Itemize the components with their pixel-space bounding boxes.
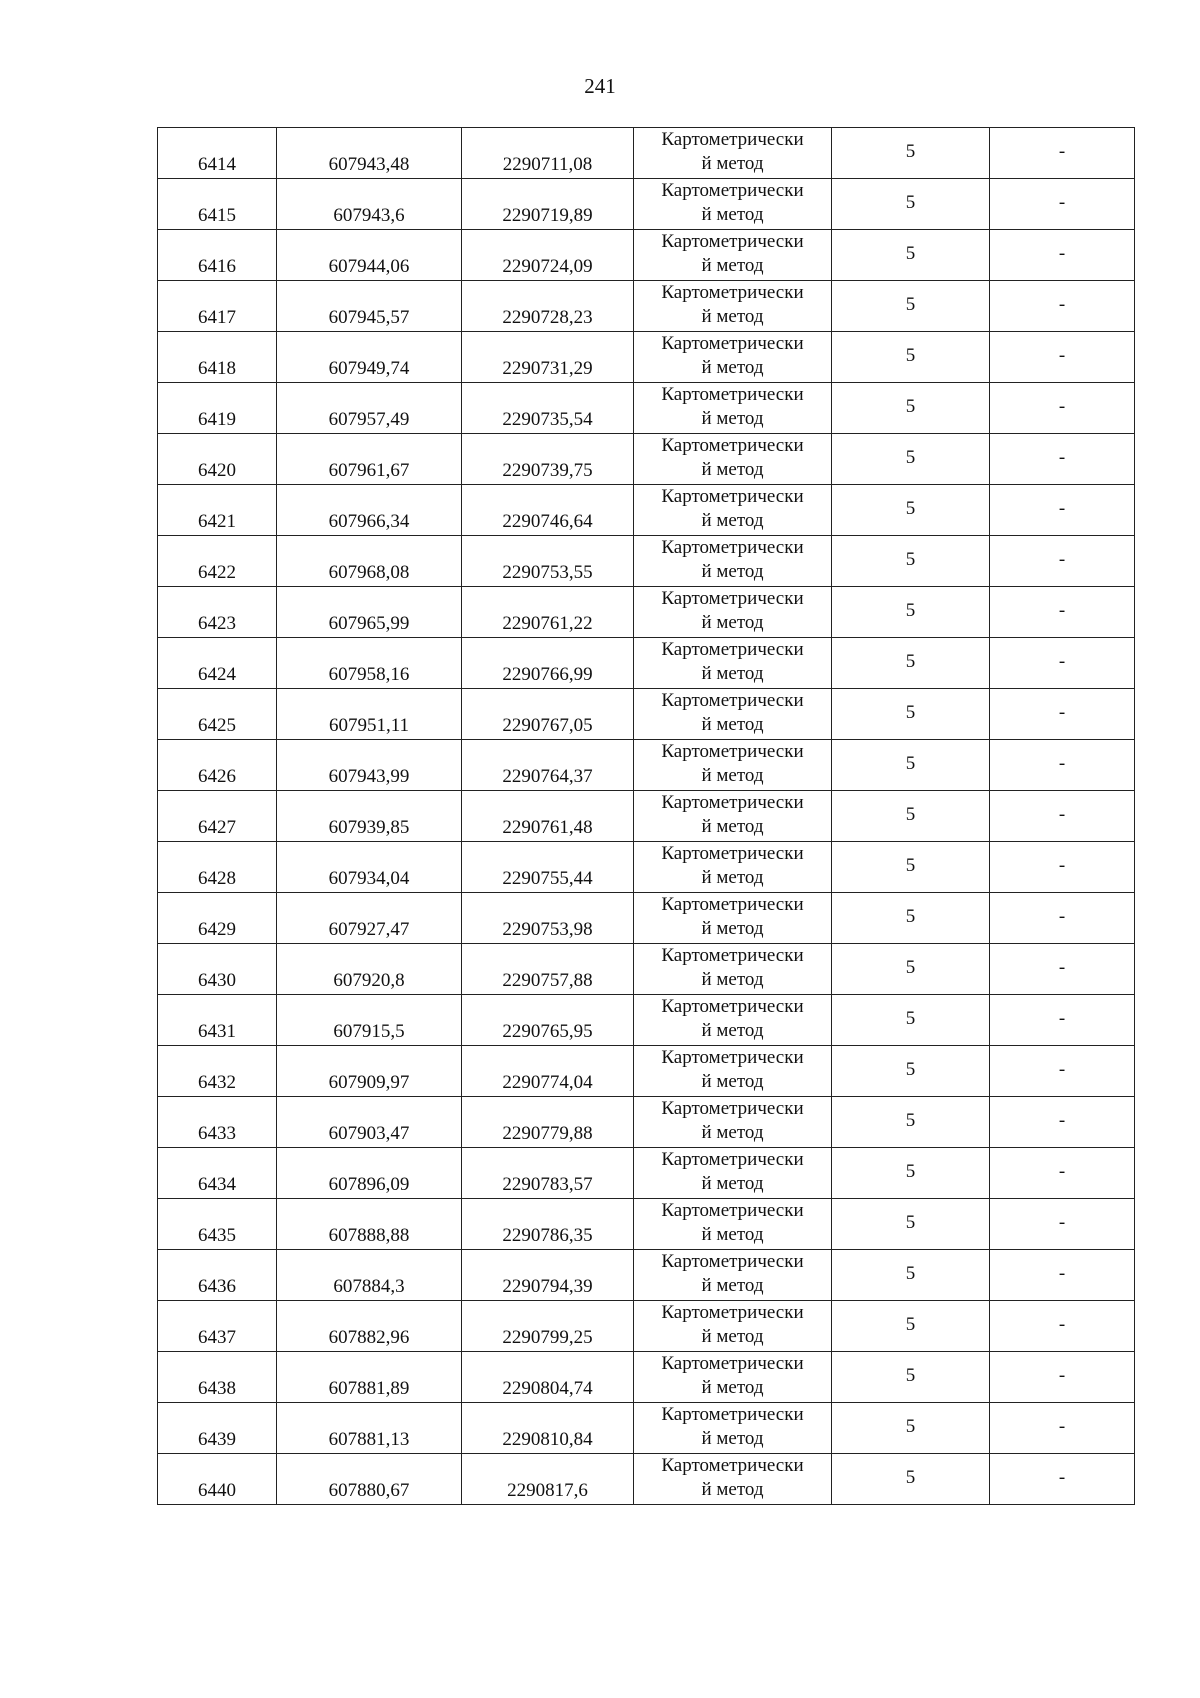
method-text-line2: й метод — [701, 714, 764, 735]
method-cell — [634, 230, 832, 281]
table-row — [158, 332, 1135, 383]
y-coordinate-cell: 2290757,88 — [462, 944, 634, 995]
method-cell — [634, 332, 832, 383]
method-text-line1: Картометрически — [661, 1455, 804, 1476]
method-text-line1: Картометрически — [661, 741, 804, 762]
method-cell — [634, 587, 832, 638]
y-coordinate-cell: 2290794,39 — [462, 1250, 634, 1301]
method-text-line1: Картометрически — [661, 588, 804, 609]
x-coordinate-cell: 607957,49 — [277, 383, 462, 434]
method-text-line1: Картометрически — [661, 486, 804, 507]
method-text-line1: Картометрически — [661, 843, 804, 864]
note-cell: - — [990, 1046, 1135, 1097]
table-row — [158, 128, 1135, 179]
x-coordinate-cell: 607881,89 — [277, 1352, 462, 1403]
method-text-line2: й метод — [701, 867, 764, 888]
method-cell — [634, 1097, 832, 1148]
note-cell: - — [990, 587, 1135, 638]
x-coordinate-cell: 607903,47 — [277, 1097, 462, 1148]
table-row — [158, 1199, 1135, 1250]
table-row — [158, 230, 1135, 281]
point-number-cell: 6427 — [158, 791, 277, 842]
table-row — [158, 995, 1135, 1046]
method-text-line1: Картометрически — [661, 435, 804, 456]
method-cell — [634, 179, 832, 230]
table-row — [158, 1097, 1135, 1148]
point-number-cell: 6438 — [158, 1352, 277, 1403]
method-text-line2: й метод — [701, 1071, 764, 1092]
method-cell — [634, 791, 832, 842]
method-cell — [634, 485, 832, 536]
point-number-cell: 6420 — [158, 434, 277, 485]
accuracy-cell: 5 — [832, 1097, 990, 1148]
x-coordinate-cell: 607927,47 — [277, 893, 462, 944]
method-cell — [634, 893, 832, 944]
method-cell — [634, 1352, 832, 1403]
table-row — [158, 485, 1135, 536]
method-text-line2: й метод — [701, 765, 764, 786]
x-coordinate-cell: 607888,88 — [277, 1199, 462, 1250]
point-number-cell: 6433 — [158, 1097, 277, 1148]
y-coordinate-cell: 2290739,75 — [462, 434, 634, 485]
note-cell: - — [990, 1454, 1135, 1505]
accuracy-cell: 5 — [832, 842, 990, 893]
x-coordinate-cell: 607958,16 — [277, 638, 462, 689]
accuracy-cell: 5 — [832, 1352, 990, 1403]
table-row — [158, 536, 1135, 587]
y-coordinate-cell: 2290765,95 — [462, 995, 634, 1046]
method-text-line2: й метод — [701, 357, 764, 378]
method-cell — [634, 1199, 832, 1250]
accuracy-cell: 5 — [832, 281, 990, 332]
method-text-line1: Картометрически — [661, 690, 804, 711]
accuracy-cell: 5 — [832, 1250, 990, 1301]
x-coordinate-cell: 607882,96 — [277, 1301, 462, 1352]
table-row — [158, 740, 1135, 791]
point-number-cell: 6426 — [158, 740, 277, 791]
accuracy-cell: 5 — [832, 434, 990, 485]
table-row — [158, 1148, 1135, 1199]
y-coordinate-cell: 2290711,08 — [462, 128, 634, 179]
y-coordinate-cell: 2290810,84 — [462, 1403, 634, 1454]
table-row — [158, 1250, 1135, 1301]
point-number-cell: 6424 — [158, 638, 277, 689]
table-row — [158, 1301, 1135, 1352]
y-coordinate-cell: 2290728,23 — [462, 281, 634, 332]
method-cell — [634, 1454, 832, 1505]
point-number-cell: 6431 — [158, 995, 277, 1046]
coordinates-table-body — [158, 128, 1135, 1505]
y-coordinate-cell: 2290735,54 — [462, 383, 634, 434]
x-coordinate-cell: 607968,08 — [277, 536, 462, 587]
accuracy-cell: 5 — [832, 587, 990, 638]
note-cell: - — [990, 842, 1135, 893]
method-text-line2: й метод — [701, 1122, 764, 1143]
method-cell — [634, 383, 832, 434]
method-text-line1: Картометрически — [661, 1302, 804, 1323]
y-coordinate-cell: 2290779,88 — [462, 1097, 634, 1148]
note-cell: - — [990, 485, 1135, 536]
point-number-cell: 6434 — [158, 1148, 277, 1199]
x-coordinate-cell: 607884,3 — [277, 1250, 462, 1301]
method-text-line2: й метод — [701, 1326, 764, 1347]
y-coordinate-cell: 2290786,35 — [462, 1199, 634, 1250]
method-text-line1: Картометрически — [661, 333, 804, 354]
note-cell: - — [990, 638, 1135, 689]
accuracy-cell: 5 — [832, 1046, 990, 1097]
note-cell: - — [990, 281, 1135, 332]
note-cell: - — [990, 1301, 1135, 1352]
method-cell — [634, 434, 832, 485]
accuracy-cell: 5 — [832, 944, 990, 995]
method-text-line1: Картометрически — [661, 996, 804, 1017]
y-coordinate-cell: 2290761,22 — [462, 587, 634, 638]
method-cell — [634, 281, 832, 332]
x-coordinate-cell: 607896,09 — [277, 1148, 462, 1199]
accuracy-cell: 5 — [832, 740, 990, 791]
table-row — [158, 1352, 1135, 1403]
note-cell: - — [990, 332, 1135, 383]
note-cell: - — [990, 995, 1135, 1046]
point-number-cell: 6436 — [158, 1250, 277, 1301]
method-text-line2: й метод — [701, 459, 764, 480]
table-row — [158, 1454, 1135, 1505]
point-number-cell: 6419 — [158, 383, 277, 434]
method-cell — [634, 1046, 832, 1097]
method-text-line1: Картометрически — [661, 180, 804, 201]
y-coordinate-cell: 2290774,04 — [462, 1046, 634, 1097]
accuracy-cell: 5 — [832, 1148, 990, 1199]
note-cell: - — [990, 383, 1135, 434]
x-coordinate-cell: 607966,34 — [277, 485, 462, 536]
y-coordinate-cell: 2290746,64 — [462, 485, 634, 536]
accuracy-cell: 5 — [832, 128, 990, 179]
table-row — [158, 179, 1135, 230]
method-text-line1: Картометрически — [661, 1353, 804, 1374]
table-row — [158, 434, 1135, 485]
x-coordinate-cell: 607915,5 — [277, 995, 462, 1046]
method-text-line1: Картометрически — [661, 1047, 804, 1068]
method-text-line2: й метод — [701, 918, 764, 939]
x-coordinate-cell: 607934,04 — [277, 842, 462, 893]
x-coordinate-cell: 607944,06 — [277, 230, 462, 281]
note-cell: - — [990, 1403, 1135, 1454]
table-row — [158, 791, 1135, 842]
method-cell — [634, 689, 832, 740]
accuracy-cell: 5 — [832, 485, 990, 536]
point-number-cell: 6439 — [158, 1403, 277, 1454]
y-coordinate-cell: 2290817,6 — [462, 1454, 634, 1505]
y-coordinate-cell: 2290764,37 — [462, 740, 634, 791]
method-text-line1: Картометрически — [661, 129, 804, 150]
method-cell — [634, 1148, 832, 1199]
accuracy-cell: 5 — [832, 1454, 990, 1505]
point-number-cell: 6416 — [158, 230, 277, 281]
y-coordinate-cell: 2290799,25 — [462, 1301, 634, 1352]
y-coordinate-cell: 2290755,44 — [462, 842, 634, 893]
method-text-line1: Картометрически — [661, 945, 804, 966]
table-row — [158, 587, 1135, 638]
method-cell — [634, 128, 832, 179]
note-cell: - — [990, 893, 1135, 944]
note-cell: - — [990, 179, 1135, 230]
accuracy-cell: 5 — [832, 995, 990, 1046]
point-number-cell: 6435 — [158, 1199, 277, 1250]
table-row — [158, 944, 1135, 995]
method-text-line1: Картометрически — [661, 792, 804, 813]
accuracy-cell: 5 — [832, 383, 990, 434]
table-row — [158, 893, 1135, 944]
point-number-cell: 6415 — [158, 179, 277, 230]
method-cell — [634, 740, 832, 791]
note-cell: - — [990, 740, 1135, 791]
method-text-line2: й метод — [701, 561, 764, 582]
y-coordinate-cell: 2290731,29 — [462, 332, 634, 383]
method-text-line1: Картометрически — [661, 384, 804, 405]
x-coordinate-cell: 607880,67 — [277, 1454, 462, 1505]
accuracy-cell: 5 — [832, 638, 990, 689]
x-coordinate-cell: 607909,97 — [277, 1046, 462, 1097]
point-number-cell: 6418 — [158, 332, 277, 383]
note-cell: - — [990, 944, 1135, 995]
note-cell: - — [990, 689, 1135, 740]
coordinates-table — [157, 127, 1135, 1505]
y-coordinate-cell: 2290753,55 — [462, 536, 634, 587]
method-text-line2: й метод — [701, 153, 764, 174]
method-text-line1: Картометрически — [661, 537, 804, 558]
point-number-cell: 6428 — [158, 842, 277, 893]
method-text-line2: й метод — [701, 1479, 764, 1500]
y-coordinate-cell: 2290719,89 — [462, 179, 634, 230]
x-coordinate-cell: 607939,85 — [277, 791, 462, 842]
table-row — [158, 1046, 1135, 1097]
y-coordinate-cell: 2290724,09 — [462, 230, 634, 281]
table-row — [158, 383, 1135, 434]
method-text-line1: Картометрически — [661, 282, 804, 303]
note-cell: - — [990, 1352, 1135, 1403]
method-cell — [634, 944, 832, 995]
note-cell: - — [990, 1097, 1135, 1148]
method-text-line1: Картометрически — [661, 231, 804, 252]
accuracy-cell: 5 — [832, 179, 990, 230]
accuracy-cell: 5 — [832, 536, 990, 587]
method-text-line2: й метод — [701, 408, 764, 429]
method-text-line2: й метод — [701, 204, 764, 225]
method-text-line2: й метод — [701, 306, 764, 327]
point-number-cell: 6425 — [158, 689, 277, 740]
method-cell — [634, 995, 832, 1046]
point-number-cell: 6421 — [158, 485, 277, 536]
point-number-cell: 6440 — [158, 1454, 277, 1505]
method-text-line1: Картометрически — [661, 1200, 804, 1221]
accuracy-cell: 5 — [832, 689, 990, 740]
accuracy-cell: 5 — [832, 1403, 990, 1454]
note-cell: - — [990, 1148, 1135, 1199]
method-text-line2: й метод — [701, 1377, 764, 1398]
table-row — [158, 1403, 1135, 1454]
point-number-cell: 6437 — [158, 1301, 277, 1352]
point-number-cell: 6423 — [158, 587, 277, 638]
accuracy-cell: 5 — [832, 893, 990, 944]
x-coordinate-cell: 607881,13 — [277, 1403, 462, 1454]
note-cell: - — [990, 128, 1135, 179]
table-row — [158, 638, 1135, 689]
accuracy-cell: 5 — [832, 1199, 990, 1250]
page-number: 241 — [584, 74, 616, 98]
point-number-cell: 6417 — [158, 281, 277, 332]
method-cell — [634, 536, 832, 587]
method-cell — [634, 1403, 832, 1454]
accuracy-cell: 5 — [832, 230, 990, 281]
accuracy-cell: 5 — [832, 1301, 990, 1352]
note-cell: - — [990, 230, 1135, 281]
x-coordinate-cell: 607961,67 — [277, 434, 462, 485]
method-text-line2: й метод — [701, 1275, 764, 1296]
x-coordinate-cell: 607945,57 — [277, 281, 462, 332]
y-coordinate-cell: 2290804,74 — [462, 1352, 634, 1403]
y-coordinate-cell: 2290766,99 — [462, 638, 634, 689]
point-number-cell: 6414 — [158, 128, 277, 179]
table-row — [158, 281, 1135, 332]
method-text-line1: Картометрически — [661, 639, 804, 660]
method-text-line2: й метод — [701, 255, 764, 276]
table-row — [158, 689, 1135, 740]
method-text-line2: й метод — [701, 1173, 764, 1194]
x-coordinate-cell: 607920,8 — [277, 944, 462, 995]
method-text-line2: й метод — [701, 612, 764, 633]
y-coordinate-cell: 2290753,98 — [462, 893, 634, 944]
accuracy-cell: 5 — [832, 791, 990, 842]
method-cell — [634, 1301, 832, 1352]
method-text-line1: Картометрически — [661, 1098, 804, 1119]
note-cell: - — [990, 1199, 1135, 1250]
x-coordinate-cell: 607949,74 — [277, 332, 462, 383]
accuracy-cell: 5 — [832, 332, 990, 383]
table-row — [158, 842, 1135, 893]
method-text-line2: й метод — [701, 969, 764, 990]
method-text-line2: й метод — [701, 663, 764, 684]
point-number-cell: 6432 — [158, 1046, 277, 1097]
point-number-cell: 6430 — [158, 944, 277, 995]
method-text-line1: Картометрически — [661, 1251, 804, 1272]
x-coordinate-cell: 607951,11 — [277, 689, 462, 740]
x-coordinate-cell: 607943,6 — [277, 179, 462, 230]
note-cell: - — [990, 791, 1135, 842]
method-text-line2: й метод — [701, 1428, 764, 1449]
method-text-line1: Картометрически — [661, 894, 804, 915]
method-cell — [634, 638, 832, 689]
x-coordinate-cell: 607965,99 — [277, 587, 462, 638]
x-coordinate-cell: 607943,48 — [277, 128, 462, 179]
method-text-line2: й метод — [701, 1020, 764, 1041]
method-text-line1: Картометрически — [661, 1149, 804, 1170]
note-cell: - — [990, 536, 1135, 587]
x-coordinate-cell: 607943,99 — [277, 740, 462, 791]
method-text-line1: Картометрически — [661, 1404, 804, 1425]
method-cell — [634, 842, 832, 893]
note-cell: - — [990, 1250, 1135, 1301]
note-cell: - — [990, 434, 1135, 485]
method-text-line2: й метод — [701, 1224, 764, 1245]
y-coordinate-cell: 2290767,05 — [462, 689, 634, 740]
method-text-line2: й метод — [701, 510, 764, 531]
point-number-cell: 6429 — [158, 893, 277, 944]
y-coordinate-cell: 2290761,48 — [462, 791, 634, 842]
method-text-line2: й метод — [701, 816, 764, 837]
y-coordinate-cell: 2290783,57 — [462, 1148, 634, 1199]
method-cell — [634, 1250, 832, 1301]
point-number-cell: 6422 — [158, 536, 277, 587]
